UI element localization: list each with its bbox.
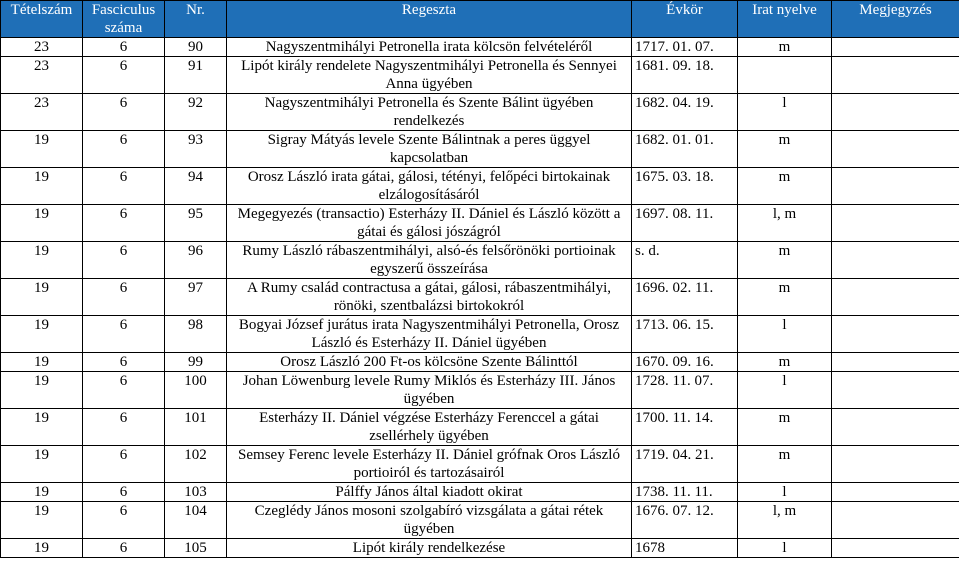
cell-regeszta: Nagyszentmihályi Petronella és Szente Bálint ügyében rendelkezés <box>227 94 632 131</box>
cell-irat-nyelve: l <box>738 539 832 558</box>
header-fasciculus[interactable]: Fasciculus száma <box>83 1 165 38</box>
cell-tetelszam: 19 <box>1 539 83 558</box>
cell-irat-nyelve: m <box>738 168 832 205</box>
cell-tetelszam: 19 <box>1 502 83 539</box>
cell-fasciculus: 6 <box>83 131 165 168</box>
cell-evkor: 1670. 09. 16. <box>632 353 738 372</box>
cell-megjegyzes <box>832 446 959 483</box>
cell-fasciculus: 6 <box>83 446 165 483</box>
cell-nr: 94 <box>165 168 227 205</box>
cell-fasciculus: 6 <box>83 539 165 558</box>
cell-irat-nyelve: l, m <box>738 502 832 539</box>
cell-fasciculus: 6 <box>83 57 165 94</box>
cell-irat-nyelve: m <box>738 242 832 279</box>
cell-irat-nyelve <box>738 57 832 94</box>
cell-megjegyzes <box>832 353 959 372</box>
cell-evkor: 1700. 11. 14. <box>632 409 738 446</box>
cell-fasciculus: 6 <box>83 502 165 539</box>
table-row[interactable] <box>1 205 959 242</box>
cell-irat-nyelve: m <box>738 446 832 483</box>
table-row[interactable] <box>1 483 959 502</box>
cell-evkor: 1676. 07. 12. <box>632 502 738 539</box>
cell-tetelszam: 19 <box>1 483 83 502</box>
cell-regeszta: Johan Löwenburg levele Rumy Miklós és Esterházy III. János ügyében <box>227 372 632 409</box>
cell-evkor: 1717. 01. 07. <box>632 38 738 57</box>
cell-nr: 104 <box>165 502 227 539</box>
cell-evkor: 1713. 06. 15. <box>632 316 738 353</box>
cell-nr: 91 <box>165 57 227 94</box>
cell-nr: 90 <box>165 38 227 57</box>
header-row <box>1 1 959 38</box>
header-evkor[interactable]: Évkör <box>632 1 738 38</box>
cell-megjegyzes <box>832 502 959 539</box>
cell-irat-nyelve: l <box>738 316 832 353</box>
cell-megjegyzes <box>832 205 959 242</box>
cell-nr: 95 <box>165 205 227 242</box>
cell-regeszta: Orosz László 200 Ft-os kölcsöne Szente Bálinttól <box>227 353 632 372</box>
cell-irat-nyelve: m <box>738 353 832 372</box>
table-row[interactable] <box>1 168 959 205</box>
cell-regeszta: Pálffy János által kiadott okirat <box>227 483 632 502</box>
cell-tetelszam: 19 <box>1 279 83 316</box>
cell-regeszta: Nagyszentmihályi Petronella irata kölcsön felvételéről <box>227 38 632 57</box>
cell-regeszta: Megegyezés (transactio) Esterházy II. Dániel és László között a gátai és gálosi jószágról <box>227 205 632 242</box>
table-row[interactable] <box>1 131 959 168</box>
cell-nr: 103 <box>165 483 227 502</box>
cell-regeszta: Czeglédy János mosoni szolgabíró vizsgálata a gátai rétek ügyében <box>227 502 632 539</box>
cell-evkor: 1682. 01. 01. <box>632 131 738 168</box>
cell-nr: 105 <box>165 539 227 558</box>
cell-tetelszam: 23 <box>1 57 83 94</box>
cell-evkor: 1675. 03. 18. <box>632 168 738 205</box>
cell-megjegyzes <box>832 38 959 57</box>
header-tetelszam[interactable]: Tételszám <box>1 1 83 38</box>
cell-tetelszam: 19 <box>1 372 83 409</box>
cell-irat-nyelve: l <box>738 483 832 502</box>
table-row[interactable] <box>1 372 959 409</box>
cell-fasciculus: 6 <box>83 94 165 131</box>
cell-fasciculus: 6 <box>83 168 165 205</box>
cell-tetelszam: 19 <box>1 131 83 168</box>
header-regeszta[interactable]: Regeszta <box>227 1 632 38</box>
table-row[interactable] <box>1 502 959 539</box>
cell-irat-nyelve: l <box>738 372 832 409</box>
table-row[interactable] <box>1 409 959 446</box>
cell-evkor: 1697. 08. 11. <box>632 205 738 242</box>
cell-tetelszam: 19 <box>1 353 83 372</box>
cell-tetelszam: 19 <box>1 409 83 446</box>
cell-nr: 93 <box>165 131 227 168</box>
cell-evkor: 1728. 11. 07. <box>632 372 738 409</box>
cell-megjegyzes <box>832 483 959 502</box>
table-row[interactable] <box>1 94 959 131</box>
cell-evkor: 1682. 04. 19. <box>632 94 738 131</box>
cell-fasciculus: 6 <box>83 483 165 502</box>
cell-nr: 96 <box>165 242 227 279</box>
cell-fasciculus: 6 <box>83 242 165 279</box>
cell-megjegyzes <box>832 131 959 168</box>
cell-fasciculus: 6 <box>83 316 165 353</box>
cell-nr: 99 <box>165 353 227 372</box>
cell-megjegyzes <box>832 242 959 279</box>
cell-irat-nyelve: l <box>738 94 832 131</box>
cell-regeszta: Orosz László irata gátai, gálosi, tétényi, felőpéci birtokainak elzálogosításáról <box>227 168 632 205</box>
cell-megjegyzes <box>832 57 959 94</box>
cell-regeszta: Esterházy II. Dániel végzése Esterházy Ferenccel a gátai zsellérhely ügyében <box>227 409 632 446</box>
table-row[interactable] <box>1 539 959 558</box>
cell-nr: 97 <box>165 279 227 316</box>
cell-megjegyzes <box>832 168 959 205</box>
cell-regeszta: Lipót király rendelkezése <box>227 539 632 558</box>
cell-irat-nyelve: l, m <box>738 205 832 242</box>
cell-fasciculus: 6 <box>83 38 165 57</box>
cell-megjegyzes <box>832 372 959 409</box>
cell-evkor: 1738. 11. 11. <box>632 483 738 502</box>
cell-regeszta: Sigray Mátyás levele Szente Bálintnak a peres üggyel kapcsolatban <box>227 131 632 168</box>
cell-regeszta: Semsey Ferenc levele Esterházy II. Dániel grófnak Oros László portioiról és tartozásairól <box>227 446 632 483</box>
cell-fasciculus: 6 <box>83 205 165 242</box>
cell-tetelszam: 19 <box>1 168 83 205</box>
table-row[interactable] <box>1 446 959 483</box>
header-megjegyzes[interactable]: Megjegyzés <box>832 1 959 38</box>
cell-nr: 101 <box>165 409 227 446</box>
cell-evkor: 1696. 02. 11. <box>632 279 738 316</box>
header-irat-nyelve[interactable]: Irat nyelve <box>738 1 832 38</box>
cell-megjegyzes <box>832 316 959 353</box>
cell-tetelszam: 19 <box>1 446 83 483</box>
cell-evkor: 1719. 04. 21. <box>632 446 738 483</box>
table-body <box>1 38 959 558</box>
cell-fasciculus: 6 <box>83 409 165 446</box>
table-row[interactable] <box>1 57 959 94</box>
cell-nr: 92 <box>165 94 227 131</box>
cell-evkor: s. d. <box>632 242 738 279</box>
cell-regeszta: Bogyai József jurátus irata Nagyszentmihályi Petronella, Orosz László és Esterházy II. Dániel ügyében <box>227 316 632 353</box>
cell-fasciculus: 6 <box>83 279 165 316</box>
cell-irat-nyelve: m <box>738 131 832 168</box>
header-nr[interactable]: Nr. <box>165 1 227 38</box>
cell-megjegyzes <box>832 279 959 316</box>
cell-regeszta: Rumy László rábaszentmihályi, alsó-és felsőrönöki portioinak egyszerű összeírása <box>227 242 632 279</box>
cell-megjegyzes <box>832 409 959 446</box>
cell-evkor: 1678 <box>632 539 738 558</box>
cell-tetelszam: 19 <box>1 205 83 242</box>
cell-irat-nyelve: m <box>738 409 832 446</box>
cell-tetelszam: 23 <box>1 94 83 131</box>
cell-regeszta: A Rumy család contractusa a gátai, gálosi, rábaszentmihályi, rönöki, szentbalázsi birtokokról <box>227 279 632 316</box>
table-row[interactable] <box>1 279 959 316</box>
cell-megjegyzes <box>832 539 959 558</box>
table-row[interactable] <box>1 353 959 372</box>
cell-regeszta: Lipót király rendelete Nagyszentmihályi Petronella és Sennyei Anna ügyében <box>227 57 632 94</box>
table-row[interactable] <box>1 38 959 57</box>
cell-nr: 98 <box>165 316 227 353</box>
cell-fasciculus: 6 <box>83 372 165 409</box>
cell-fasciculus: 6 <box>83 353 165 372</box>
cell-irat-nyelve: m <box>738 38 832 57</box>
cell-nr: 100 <box>165 372 227 409</box>
cell-evkor: 1681. 09. 18. <box>632 57 738 94</box>
cell-nr: 102 <box>165 446 227 483</box>
cell-tetelszam: 19 <box>1 316 83 353</box>
cell-tetelszam: 19 <box>1 242 83 279</box>
cell-tetelszam: 23 <box>1 38 83 57</box>
table-row[interactable] <box>1 316 959 353</box>
table-row[interactable] <box>1 242 959 279</box>
cell-irat-nyelve: m <box>738 279 832 316</box>
cell-megjegyzes <box>832 94 959 131</box>
